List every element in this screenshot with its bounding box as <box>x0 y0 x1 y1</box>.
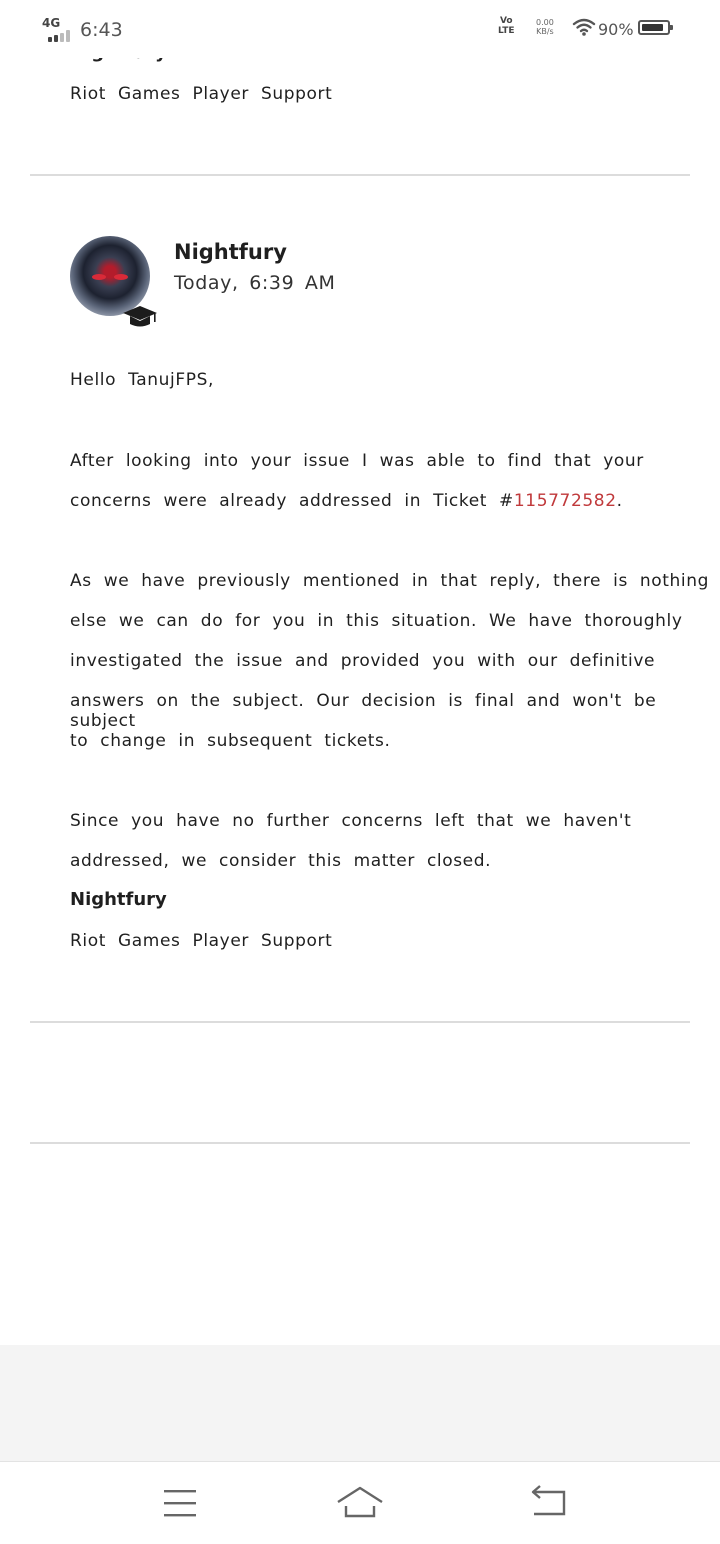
signature-name: Nightfury <box>70 889 167 910</box>
page-footer-area <box>0 1345 720 1461</box>
divider <box>30 1021 690 1023</box>
speed-value: 0.00 <box>536 18 554 27</box>
divider <box>30 174 690 176</box>
paragraph-1-line-2: concerns were already addressed in Ticket #115772582. <box>70 491 623 511</box>
volte-indicator: Vo LTE <box>498 16 515 36</box>
reply-timestamp: Today, 6:39 AM <box>174 272 336 294</box>
paragraph-2-line: investigated the issue and provided you with our definitive <box>70 651 656 671</box>
ticket-text: concerns were already addressed in Ticket # <box>70 491 514 511</box>
battery-percent: 90% <box>598 20 634 39</box>
reply-author[interactable]: Nightfury <box>174 240 287 264</box>
wifi-icon <box>572 18 596 36</box>
network-speed <box>536 18 554 36</box>
greeting: Hello TanujFPS, <box>70 370 214 390</box>
speed-unit: KB/s <box>536 27 554 36</box>
battery-fill <box>642 24 663 31</box>
menu-icon[interactable] <box>150 1482 210 1526</box>
graduation-cap-icon <box>122 304 158 328</box>
paragraph-1-line-1: After looking into your issue I was able to find that your <box>70 451 644 471</box>
battery-icon <box>638 20 670 35</box>
status-right <box>490 16 680 42</box>
paragraph-2-line: As we have previously mentioned in that reply, there is nothing <box>70 571 710 591</box>
paragraph-2-line: else we can do for you in this situation. We have thoroughly <box>70 611 683 631</box>
paragraph-3-line: addressed, we consider this matter closed. <box>70 851 492 871</box>
clock: 6:43 <box>80 19 123 41</box>
paragraph-3-line: Since you have no further concerns left that we haven't <box>70 811 632 831</box>
home-icon[interactable] <box>330 1482 390 1526</box>
previous-reply-signature: Riot Games Player Support <box>70 84 333 104</box>
network-type: 4G <box>42 16 61 30</box>
signal-icon <box>48 30 70 42</box>
status-bar <box>0 0 720 58</box>
back-icon[interactable] <box>520 1482 580 1526</box>
signature-team: Riot Games Player Support <box>70 931 333 951</box>
paragraph-2-line: answers on the subject. Our decision is final and won't be subject <box>70 691 657 731</box>
ticket-link[interactable]: 115772582 <box>513 491 617 511</box>
divider <box>30 1142 690 1144</box>
system-nav-bar <box>0 1461 720 1544</box>
paragraph-2-line: to change in subsequent tickets. <box>70 731 391 751</box>
